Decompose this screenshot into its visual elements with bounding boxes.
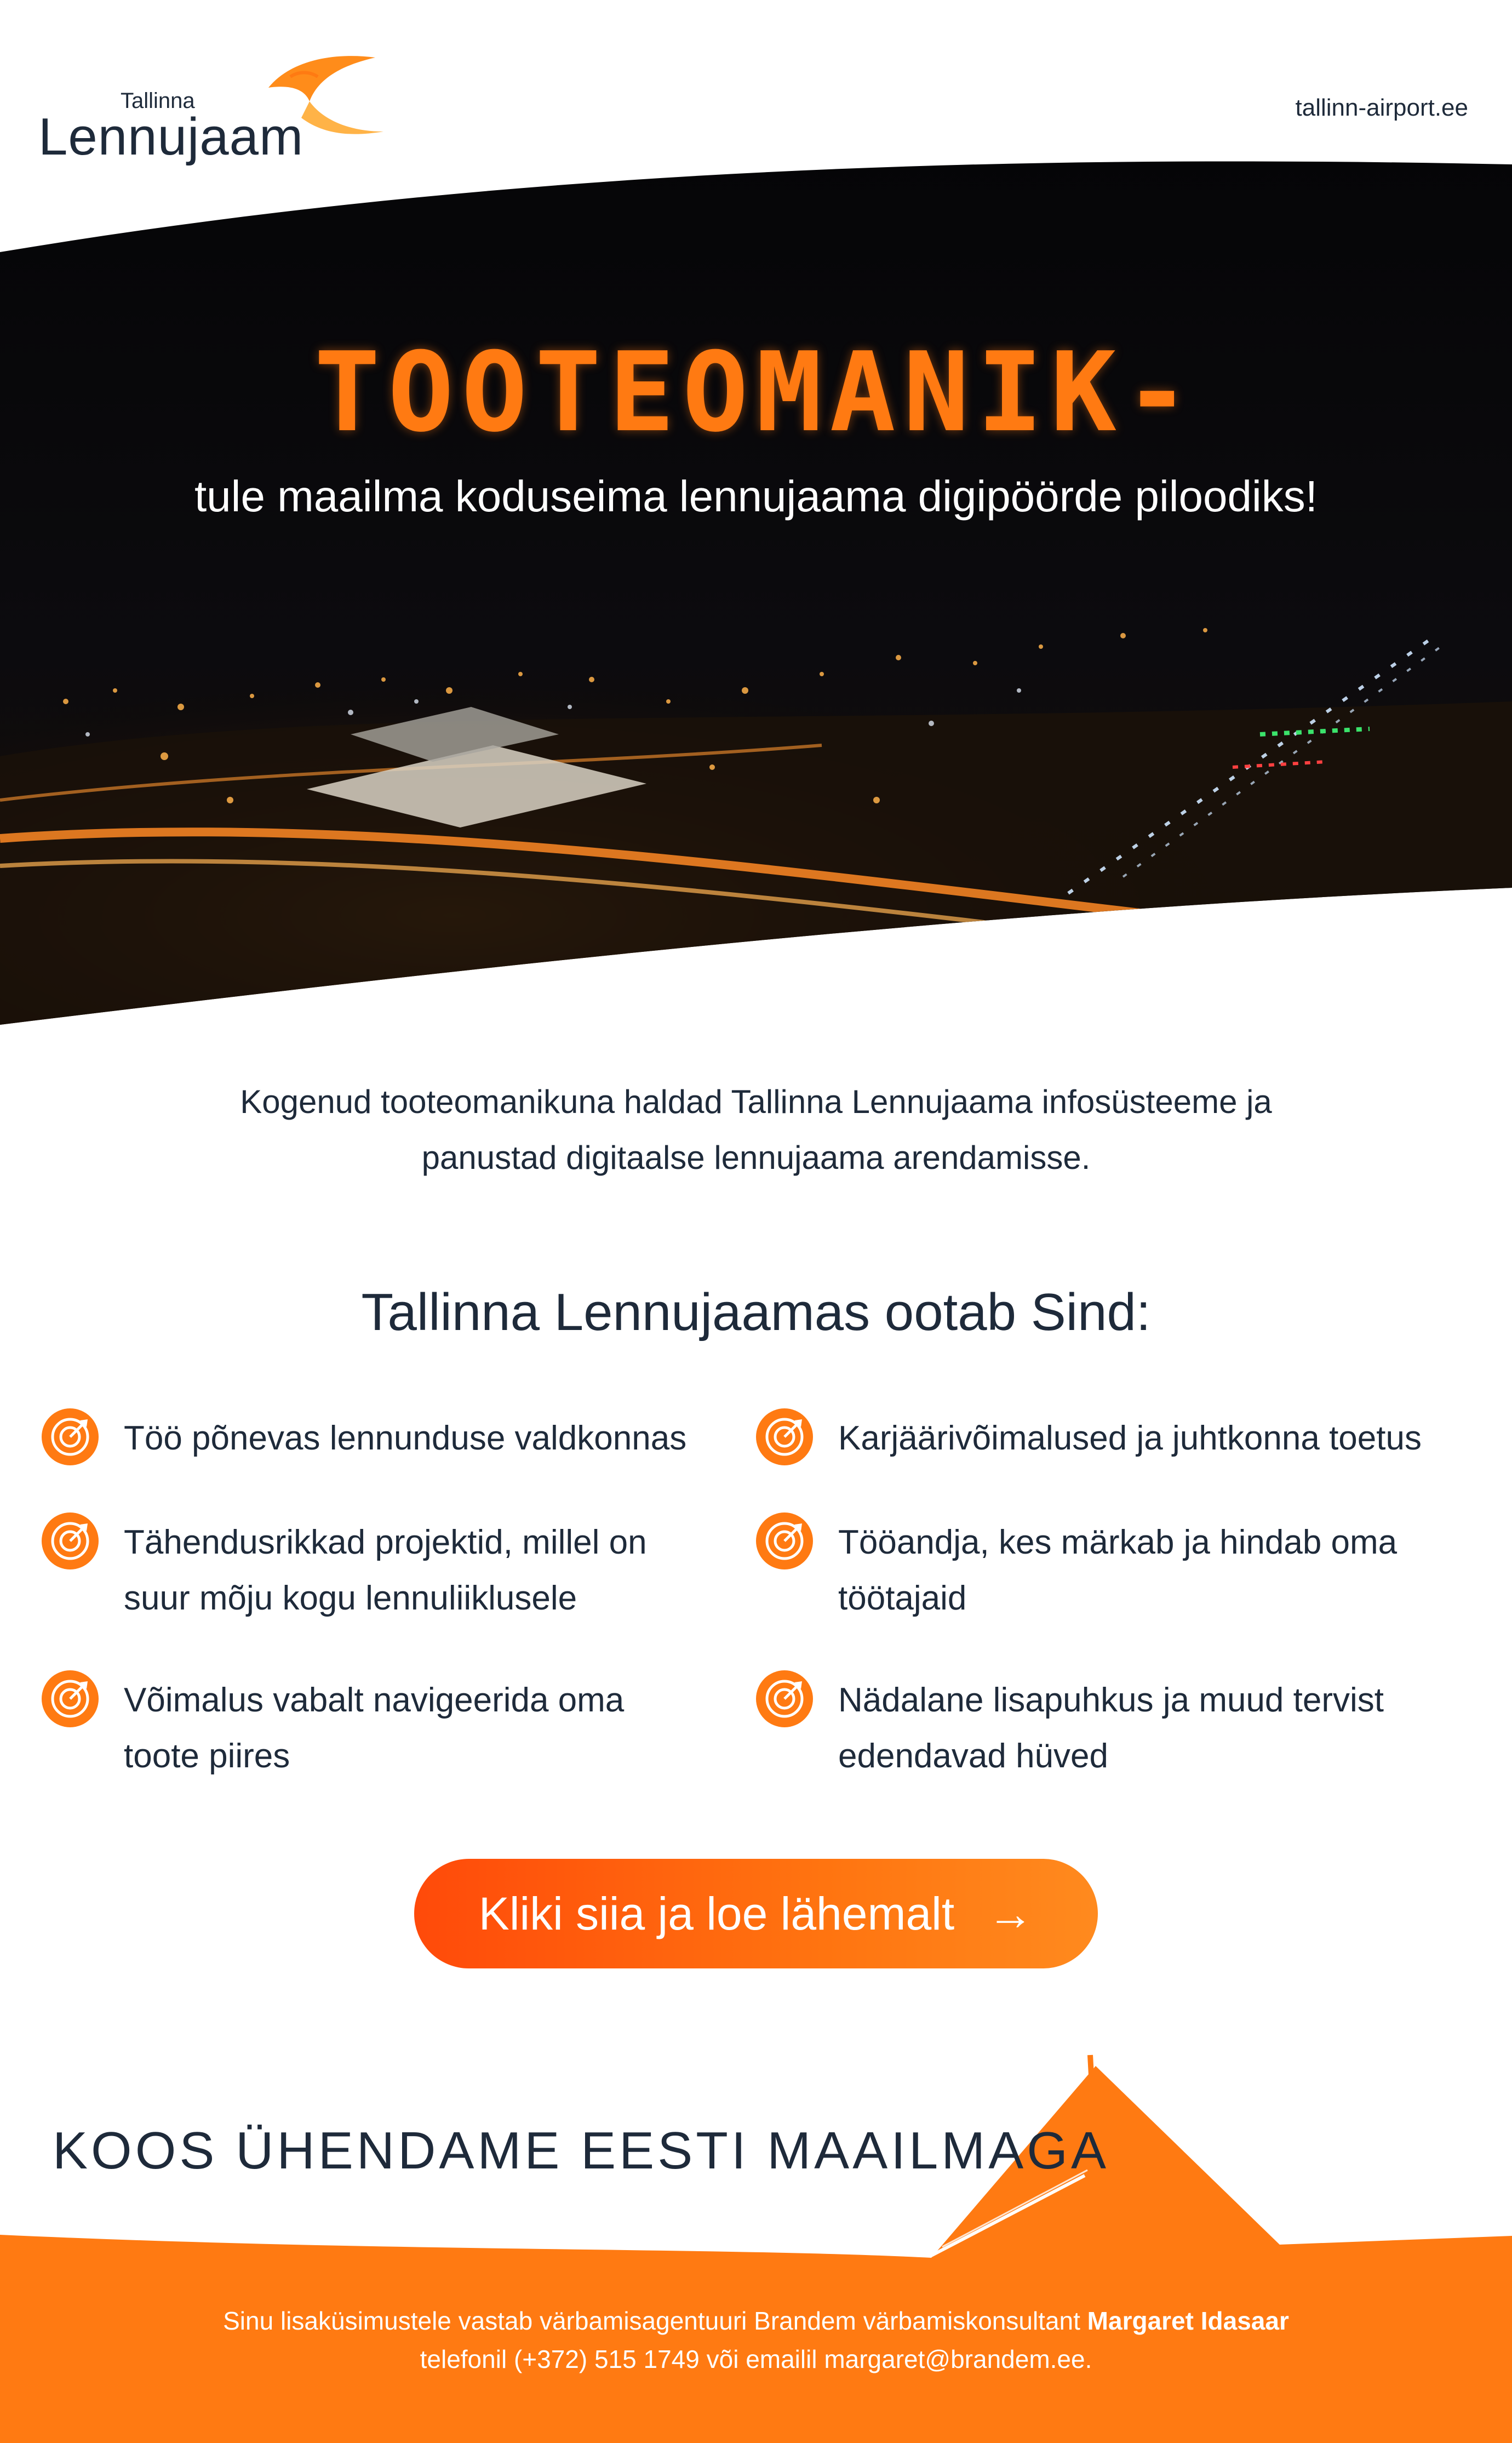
logo-big-text: Lennujaam	[38, 107, 304, 166]
intro-line-1: Kogenud tooteomanikuna haldad Tallinna Lennujaama infosüsteeme ja	[240, 1083, 1272, 1120]
read-more-button[interactable]	[414, 1859, 1098, 1968]
benefit-line-1: Töö põnevas lennunduse valdkonnas	[124, 1419, 687, 1457]
benefits-title: Tallinna Lennujaamas ootab Sind:	[361, 1283, 1151, 1342]
target-icon	[42, 1408, 99, 1465]
target-icon	[756, 1408, 813, 1465]
intro-line-2: panustad digitaalse lennujaama arendamisse.	[421, 1139, 1091, 1176]
hero-title: TOOTEOMANIK-	[314, 329, 1198, 456]
target-icon	[42, 1670, 99, 1727]
footer-background	[0, 2050, 1512, 2443]
tallinn-airport-logo[interactable]	[38, 55, 367, 164]
hero-banner	[0, 153, 1512, 1041]
swallow-logo-icon	[257, 55, 389, 153]
site-link[interactable]: tallinn-airport.ee	[1295, 94, 1468, 121]
benefit-line-1: Karjäärivõimalused ja juhtkonna toetus	[838, 1419, 1422, 1457]
read-more-label: Kliki siia ja loe lähemalt	[478, 1887, 955, 1939]
hero-subtitle: tule maailma koduseima lennujaama digipöörde piloodiks!	[194, 472, 1318, 521]
benefit-line-2: töötajaid	[838, 1579, 967, 1617]
benefit-line-1: Nädalane lisapuhkus ja muud tervist	[838, 1681, 1384, 1719]
target-icon	[756, 1512, 813, 1569]
contact-name: Margaret Idasaar	[1087, 2307, 1289, 2335]
benefit-line-2: suur mõju kogu lennuliiklusele	[124, 1579, 577, 1617]
header	[0, 0, 1512, 175]
benefit-line-1: Tähendusrikkad projektid, millel on	[124, 1523, 647, 1561]
intro-text	[181, 1074, 1331, 1186]
contact-line-1	[0, 2302, 1512, 2340]
contact-line-2[interactable]: telefonil (+372) 515 1749 või emailil margaret@brandem.ee.	[420, 2345, 1092, 2373]
airport-night-photo	[0, 153, 1512, 1041]
target-icon	[42, 1512, 99, 1569]
contact-intro: Sinu lisaküsimustele vastab värbamisagentuuri Brandem värbamiskonsultant	[223, 2307, 1080, 2335]
benefit-line-2: edendavad hüved	[838, 1737, 1109, 1775]
logo-small-text: Tallinna	[121, 89, 195, 113]
footer-contact	[0, 2302, 1512, 2378]
target-icon	[756, 1670, 813, 1727]
benefit-line-1: Võimalus vabalt navigeerida oma	[124, 1681, 625, 1719]
arrow-right-icon: →	[987, 1887, 1034, 1939]
benefit-line-1: Tööandja, kes märkab ja hindab oma	[838, 1523, 1398, 1561]
benefit-line-2: toote piires	[124, 1737, 290, 1775]
footer-slogan: KOOS ÜHENDAME EESTI MAAILMAGA	[53, 2121, 1109, 2180]
